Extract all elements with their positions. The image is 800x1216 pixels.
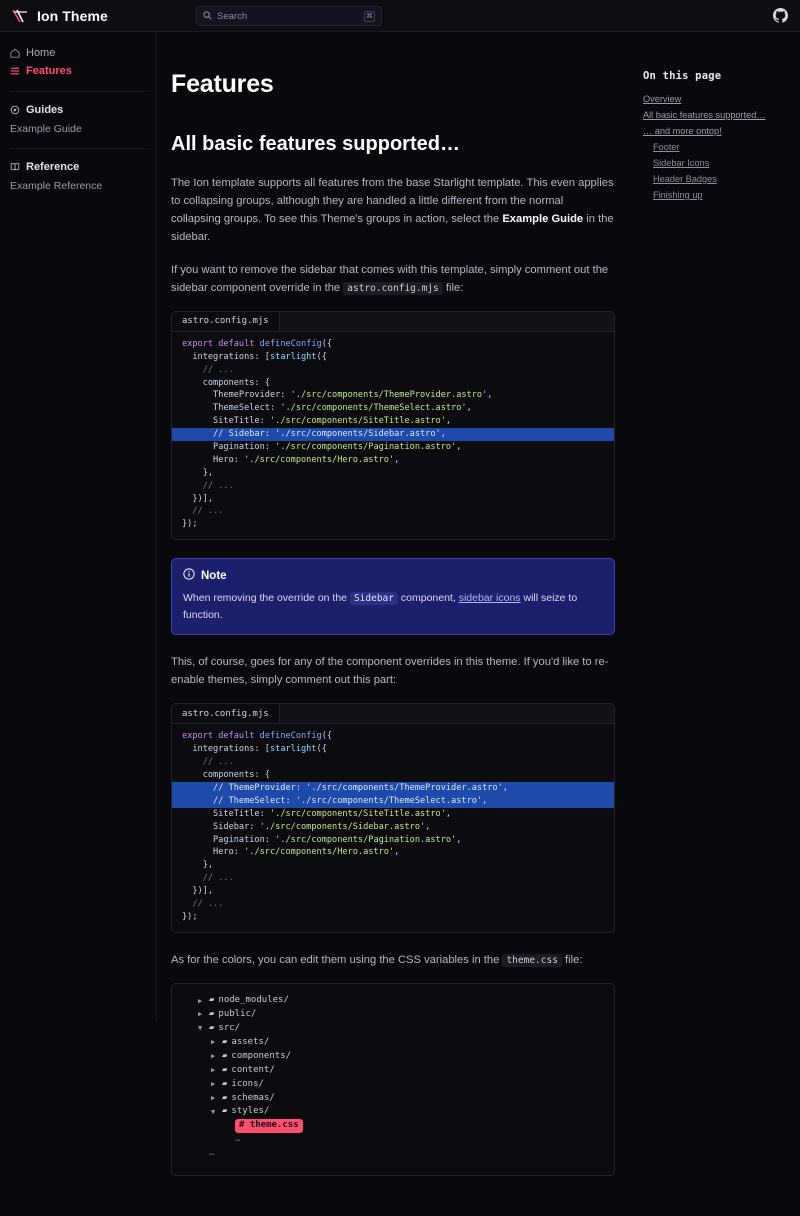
- sidebar-group-reference[interactable]: [10, 159, 156, 175]
- sidebar-divider-1: [10, 91, 146, 92]
- paragraph-overrides: This, of course, goes for any of the component overrides in this theme. If you'd like to re-enable themes, simply comment out this part:: [171, 656, 609, 687]
- note-text-part2: component,: [397, 592, 459, 605]
- main-content: [157, 32, 637, 1216]
- folder-icon: ▰: [209, 1008, 215, 1019]
- disclosure-caret-icon[interactable]: ▶: [198, 996, 203, 1005]
- code-line: Hero: './src/components/Hero.astro',: [182, 454, 400, 465]
- file-tree-label: schemas/: [231, 1092, 275, 1103]
- folder-icon: ▰: [222, 1050, 228, 1061]
- folder-icon: ▰: [222, 1036, 228, 1047]
- code-line: export default defineConfig({: [182, 338, 333, 349]
- code-block-2-tab-filename[interactable]: astro.config.mjs: [172, 704, 280, 723]
- note-text-part1: When removing the override on the: [183, 592, 350, 605]
- paragraph-intro-part1: The Ion template supports all features from the base Starlight template. This even applies to collapsing groups, although they are handled a little different from the normal collapsing groups. To see this Theme's groups in action, select the: [171, 177, 614, 226]
- file-tree-row[interactable]: [184, 994, 602, 1008]
- folder-icon: ▰: [209, 1022, 215, 1033]
- code-line: },: [182, 860, 214, 871]
- code-line: });: [182, 911, 198, 922]
- code-line: });: [182, 519, 198, 530]
- info-icon: [183, 568, 195, 583]
- search-input[interactable]: [196, 6, 382, 26]
- toc-link[interactable]: … and more ontop!: [643, 126, 722, 136]
- code-line: // ThemeProvider: './src/components/ThemeProvider.astro',: [172, 782, 614, 795]
- paragraph-intro: [171, 174, 615, 247]
- toc-link[interactable]: Header Badges: [653, 174, 717, 184]
- note-title: Note: [201, 569, 227, 582]
- code-line: Hero: './src/components/Hero.astro',: [182, 847, 400, 858]
- paragraph-colors-part1: As for the colors, you can edit them using the CSS variables in the: [171, 953, 503, 966]
- site-header: [0, 0, 800, 32]
- page-layout: [0, 32, 800, 1216]
- file-tree-label: public/: [218, 1008, 257, 1019]
- file-tree-row[interactable]: [184, 1050, 602, 1064]
- github-icon[interactable]: [773, 8, 788, 23]
- disclosure-caret-icon[interactable]: ▶: [211, 1052, 216, 1061]
- file-tree-row[interactable]: [184, 1022, 602, 1036]
- code-block-2-tabbar-fill: [280, 704, 614, 723]
- code-line: ThemeSelect: './src/components/ThemeSelect.astro',: [182, 403, 472, 414]
- inline-code-theme-css: theme.css: [502, 954, 561, 967]
- file-tree-label: icons/: [231, 1078, 264, 1089]
- file-tree-label: src/: [218, 1022, 241, 1033]
- paragraph-intro-bold: Example Guide: [502, 213, 584, 226]
- toc-list: [643, 91, 777, 203]
- disclosure-caret-icon[interactable]: ▶: [198, 1010, 203, 1019]
- code-line: components: {: [182, 377, 270, 388]
- table-of-contents: [637, 32, 787, 203]
- code-line: // ...: [182, 480, 234, 491]
- code-line: components: {: [182, 770, 270, 781]
- disclosure-caret-icon[interactable]: [198, 1149, 205, 1160]
- file-tree-label: components/: [231, 1050, 292, 1061]
- toc-title: On this page: [643, 70, 722, 82]
- disclosure-caret-icon[interactable]: ▶: [211, 1080, 216, 1089]
- paragraph-intro-part2: in the sidebar.: [171, 213, 614, 244]
- code-block-1-tabbar-fill: [280, 312, 614, 331]
- file-tree-label: content/: [231, 1064, 275, 1075]
- folder-icon: ▰: [209, 994, 215, 1005]
- disclosure-caret-icon[interactable]: ▼: [198, 1024, 203, 1033]
- toc-link[interactable]: Overview: [643, 94, 682, 104]
- file-tree: [171, 983, 615, 1176]
- sidebar-item-features[interactable]: [10, 62, 156, 80]
- paragraph-colors: [171, 951, 615, 969]
- page-title: Features: [171, 70, 274, 98]
- search-icon: [203, 11, 212, 22]
- logo-and-title[interactable]: [12, 8, 108, 24]
- toc-link[interactable]: Sidebar Icons: [653, 158, 710, 168]
- sidebar-item-example-guide[interactable]: Example Guide: [10, 123, 82, 135]
- sidebar-group-label: Reference: [26, 161, 80, 173]
- folder-icon: ▰: [222, 1106, 228, 1117]
- code-line: // Sidebar: './src/components/Sidebar.astro',: [172, 428, 614, 441]
- sidebar-divider-2: [10, 148, 146, 149]
- disclosure-caret-icon[interactable]: ▶: [211, 1066, 216, 1075]
- code-line: ThemeProvider: './src/components/ThemeProvider.astro',: [182, 390, 493, 401]
- note-header: [183, 568, 603, 583]
- site-title: Ion Theme: [37, 7, 108, 24]
- note-body: [183, 590, 603, 623]
- file-tree-row[interactable]: [184, 1008, 602, 1022]
- code-line: Pagination: './src/components/Pagination.astro',: [182, 441, 462, 452]
- sidebar-group-label: Guides: [26, 104, 64, 116]
- ion-logo-icon: [12, 8, 30, 24]
- file-tree-label: …: [209, 1148, 215, 1159]
- code-line: // ...: [182, 873, 234, 884]
- code-block-2-tabs: [172, 704, 614, 724]
- code-line: Sidebar: './src/components/Sidebar.astro',: [182, 821, 431, 832]
- paragraph-colors-part2: file:: [561, 953, 583, 966]
- code-block-2: [171, 703, 615, 932]
- compass-icon: [10, 105, 20, 115]
- file-tree-row[interactable]: [184, 1092, 602, 1106]
- toc-link[interactable]: Footer: [653, 142, 680, 152]
- inline-code-astro-config: astro.config.mjs: [343, 282, 443, 295]
- file-tree-active-file[interactable]: [184, 1119, 602, 1133]
- sidebar-item-label: Home: [26, 47, 56, 59]
- note-callout: [171, 558, 615, 635]
- folder-icon: ▰: [222, 1092, 228, 1103]
- file-tree-row[interactable]: [184, 1064, 602, 1078]
- file-tree-row[interactable]: [184, 1036, 602, 1050]
- code-line: // ...: [182, 506, 224, 517]
- search-placeholder: Search: [217, 10, 248, 22]
- list-icon: [10, 66, 20, 76]
- sidebar-group-guides[interactable]: [10, 102, 156, 118]
- code-line: // ...: [182, 364, 234, 375]
- code-line: // ...: [182, 899, 224, 910]
- paragraph-remove-sidebar-part2: file:: [442, 281, 464, 294]
- toc-link[interactable]: All basic features supported…: [643, 110, 766, 120]
- code-line: SiteTitle: './src/components/SiteTitle.astro',: [182, 416, 452, 427]
- code-block-2-body: [172, 724, 614, 931]
- note-text-part3: will seize to function.: [183, 592, 578, 621]
- disclosure-caret-icon[interactable]: ▶: [211, 1094, 216, 1103]
- code-line: Pagination: './src/components/Pagination.astro',: [182, 834, 462, 845]
- paragraph-remove-sidebar-part1: If you want to remove the sidebar that comes with this template, simply comment out the sidebar component override in the: [171, 263, 609, 294]
- file-tree-label: styles/: [231, 1106, 270, 1117]
- code-line: integrations: [starlight({: [182, 351, 327, 362]
- book-icon: [10, 162, 20, 172]
- sidebar-item-home[interactable]: [10, 44, 156, 62]
- code-block-1-tab-filename[interactable]: astro.config.mjs: [172, 312, 280, 331]
- code-line: })],: [182, 493, 214, 504]
- code-block-1-body: [172, 332, 614, 539]
- home-icon: [10, 48, 20, 58]
- code-line: integrations: [starlight({: [182, 744, 327, 755]
- file-tree-row: [184, 1147, 602, 1161]
- code-line: })],: [182, 886, 214, 897]
- file-tree-row: [184, 1133, 602, 1147]
- sidebar-item-label: Features: [26, 65, 72, 77]
- file-tree-label: node_modules/: [218, 994, 289, 1005]
- disclosure-caret-icon[interactable]: [224, 1135, 231, 1146]
- sidebar-item-example-reference[interactable]: Example Reference: [10, 180, 103, 192]
- code-block-1: [171, 311, 615, 540]
- code-line: SiteTitle: './src/components/SiteTitle.astro',: [182, 808, 452, 819]
- code-line: // ThemeSelect: './src/components/ThemeSelect.astro',: [172, 795, 614, 808]
- code-line: export default defineConfig({: [182, 731, 333, 742]
- code-line: },: [182, 467, 214, 478]
- section-heading-all-basic-features: All basic features supported…: [171, 133, 460, 155]
- folder-icon: ▰: [222, 1078, 228, 1089]
- file-tree-row[interactable]: [184, 1078, 602, 1092]
- disclosure-caret-icon[interactable]: ▼: [211, 1108, 216, 1117]
- note-inline-code-sidebar: Sidebar: [350, 592, 398, 605]
- file-tree-row[interactable]: [184, 1105, 602, 1119]
- disclosure-caret-icon[interactable]: ▶: [211, 1038, 216, 1047]
- paragraph-remove-sidebar: [171, 261, 615, 297]
- folder-icon: ▰: [222, 1064, 228, 1075]
- file-tree-label: …: [235, 1134, 241, 1145]
- toc-link[interactable]: Finishing up: [653, 190, 703, 200]
- code-line: // ...: [182, 757, 234, 768]
- sidebar-nav: [0, 32, 157, 1022]
- search-shortcut-key: ⌘: [364, 11, 375, 22]
- css-file-icon-and-label[interactable]: # theme.css: [235, 1119, 303, 1133]
- disclosure-caret-icon[interactable]: [224, 1121, 231, 1132]
- note-link-sidebar-icons[interactable]: sidebar icons: [458, 592, 521, 605]
- code-block-1-tabs: [172, 312, 614, 332]
- file-tree-label: assets/: [231, 1036, 270, 1047]
